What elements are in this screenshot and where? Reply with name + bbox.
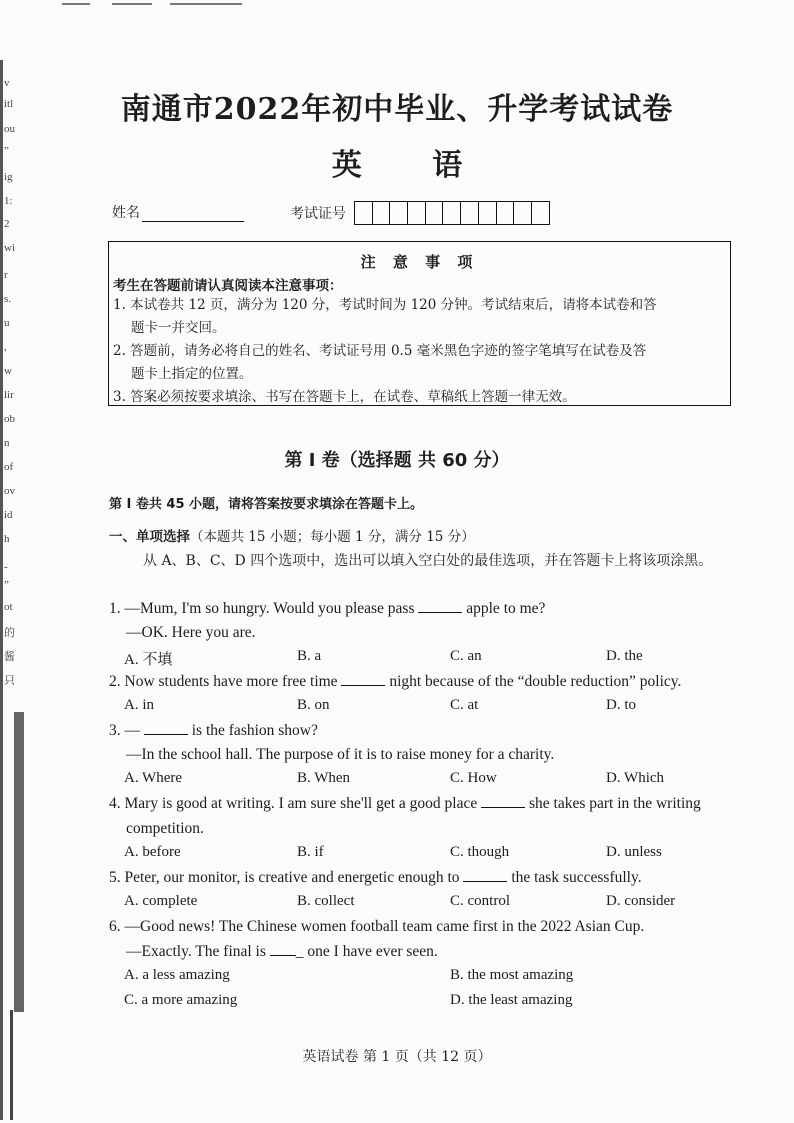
name-blank[interactable] — [142, 207, 244, 222]
answer-blank — [270, 943, 296, 956]
digit-box[interactable] — [532, 202, 549, 224]
option[interactable]: A. in — [124, 697, 154, 713]
question-6-options-row-1 — [124, 967, 744, 987]
option[interactable]: B. collect — [297, 893, 355, 909]
digit-box[interactable] — [497, 202, 515, 224]
question-text: apple to me? — [466, 600, 546, 617]
margin-fragment: - — [4, 561, 8, 573]
option[interactable]: C. How — [450, 770, 497, 786]
option[interactable]: C. a more amazing — [124, 992, 238, 1008]
top-dash — [112, 3, 152, 5]
top-dash — [170, 3, 242, 5]
option[interactable]: D. unless — [606, 844, 662, 860]
question-4-options — [124, 844, 744, 864]
notice-box — [108, 241, 731, 406]
exam-number-field[interactable] — [290, 201, 550, 225]
answer-blank — [418, 600, 462, 613]
margin-fragment: v — [4, 77, 10, 89]
notice-item-text: 3. 答案必须按要求填涂、书写在答题卡上，在试卷、草稿纸上答题一律无效。 — [113, 389, 576, 405]
margin-fragment: of — [4, 461, 14, 473]
margin-fragment: , — [4, 341, 7, 353]
part-detail: （本题共 15 小题；每小题 1 分，满分 15 分） — [190, 529, 475, 545]
question-text: 3. — — [109, 722, 140, 739]
margin-fragment: ov — [4, 485, 15, 497]
digit-box[interactable] — [355, 202, 373, 224]
option[interactable]: B. if — [297, 844, 324, 860]
option[interactable]: B. the most amazing — [450, 967, 574, 983]
question-1-options — [124, 648, 744, 668]
notice-item-continuation: 题卡上指定的位置。 — [131, 366, 253, 382]
question-text: night because of the “double reduction” policy. — [389, 673, 682, 690]
question-text: _ one I have ever seen. — [295, 943, 438, 960]
answer-blank — [341, 673, 385, 686]
option[interactable]: B. on — [297, 697, 330, 713]
digit-box[interactable] — [461, 202, 479, 224]
margin-fragment: itl — [4, 98, 14, 110]
question-text: 1. —Mum, I'm so hungry. Would you please pass — [109, 600, 415, 617]
question-text: 6. —Good news! The Chinese women football team came first in the 2022 Asian Cup. — [109, 918, 645, 935]
option[interactable]: C. control — [450, 893, 510, 909]
margin-fragment: h — [4, 533, 10, 545]
option[interactable]: D. the — [606, 648, 643, 664]
question-text: she takes part in the writing — [529, 795, 701, 812]
margin-fragment: ig — [4, 171, 13, 183]
question-3-reply: —In the school hall. The purpose of it is to raise money for a charity. — [126, 746, 555, 763]
notice-item — [113, 386, 730, 409]
question-3 — [109, 722, 318, 740]
option[interactable]: C. though — [450, 844, 510, 860]
exam-number-label: 考试证号 — [290, 206, 346, 222]
answer-blank — [481, 795, 525, 808]
exam-title: 南通市2022年初中毕业、升学考试试卷 — [120, 92, 674, 127]
option[interactable]: D. to — [606, 697, 636, 713]
part-heading — [109, 525, 475, 545]
margin-smudge — [14, 712, 24, 1012]
margin-fragment: ot — [4, 601, 13, 613]
question-text: the task successfully. — [511, 869, 642, 886]
margin-fragment: id — [4, 509, 13, 521]
margin-fragment: 只 — [4, 675, 15, 687]
margin-fragment: n — [4, 437, 10, 449]
option[interactable]: B. a — [297, 648, 322, 664]
question-6-reply — [126, 943, 438, 961]
margin-fragment: 1: — [4, 195, 13, 207]
margin-fragment: s. — [4, 293, 12, 305]
option[interactable]: D. consider — [606, 893, 676, 909]
option[interactable]: A. complete — [124, 893, 198, 909]
margin-fragment: ob — [4, 413, 15, 425]
margin-fragment: lir — [4, 389, 14, 401]
question-1-reply: —OK. Here you are. — [126, 624, 256, 641]
question-5 — [109, 869, 642, 887]
margin-edge-line — [0, 60, 3, 1120]
margin-fragment: ” — [4, 579, 9, 591]
option[interactable]: D. Which — [606, 770, 665, 786]
digit-box[interactable] — [479, 202, 497, 224]
question-4 — [109, 795, 701, 813]
name-label: 姓名 — [112, 205, 140, 221]
margin-fragment: w — [4, 365, 12, 377]
option[interactable]: A. a less amazing — [124, 967, 230, 983]
name-field[interactable] — [112, 202, 244, 222]
margin-fragment: ou — [4, 123, 15, 135]
notice-item — [113, 340, 730, 386]
question-text: 4. Mary is good at writing. I am sure she'll get a good place — [109, 795, 478, 812]
option[interactable]: A. Where — [124, 770, 183, 786]
question-1 — [109, 600, 545, 618]
question-2-options — [124, 697, 744, 717]
option[interactable]: A. before — [124, 844, 181, 860]
option[interactable]: B. When — [297, 770, 351, 786]
margin-fragment: 酱 — [4, 651, 15, 663]
part-title: 一、单项选择 — [109, 529, 190, 545]
option[interactable]: C. at — [450, 697, 479, 713]
answer-blank — [463, 869, 507, 882]
digit-box[interactable] — [443, 202, 461, 224]
notice-subheading: 考生在答题前请认真阅读本注意事项： — [113, 278, 343, 294]
margin-fragment: 的 — [4, 627, 15, 639]
digit-box[interactable] — [426, 202, 444, 224]
question-2 — [109, 673, 681, 691]
margin-fragment: u — [4, 317, 10, 329]
section-title: 第 I 卷（选择题 共 60 分） — [284, 450, 510, 471]
section-note: 第 I 卷共 45 小题，请将答案按要求填涂在答题卡上。 — [109, 497, 424, 512]
question-3-options — [124, 770, 744, 790]
question-5-options — [124, 893, 744, 913]
question-6 — [109, 918, 644, 936]
exam-number-boxes[interactable] — [354, 201, 550, 225]
notice-item — [113, 294, 730, 340]
margin-fragment: 2 — [4, 218, 10, 230]
page-footer: 英语试卷 第 1 页（共 12 页） — [302, 1049, 492, 1065]
question-6-options-row-2 — [124, 992, 744, 1012]
notice-heading: 注 意 事 项 — [360, 253, 479, 271]
notice-item-continuation: 题卡一并交回。 — [131, 320, 226, 336]
digit-box[interactable] — [390, 202, 408, 224]
margin-fragment: wi — [4, 242, 15, 254]
question-4-continuation: competition. — [126, 820, 204, 837]
option[interactable]: A. 不填 — [124, 652, 173, 668]
margin-fragment: r — [4, 269, 8, 281]
notice-item-text: 1. 本试卷共 12 页，满分为 120 分，考试时间为 120 分钟。考试结束后，请将本试卷和答 — [113, 297, 657, 313]
subject-title: 英 语 — [331, 148, 493, 183]
question-text: 2. Now students have more free time — [109, 673, 338, 690]
question-text: 5. Peter, our monitor, is creative and energetic enough to — [109, 869, 460, 886]
digit-box[interactable] — [408, 202, 426, 224]
instructions: 从 A、B、C、D 四个选项中，选出可以填入空白处的最佳选项，并在答题卡上将该项涂黑。 — [143, 553, 713, 569]
option[interactable]: D. the least amazing — [450, 992, 573, 1008]
answer-blank — [144, 722, 188, 735]
margin-fragment: ” — [4, 145, 9, 157]
notice-item-text: 2. 答题前，请务必将自己的姓名、考试证号用 0.5 毫米黑色字迹的签字笔填写在试卷及答 — [113, 343, 647, 359]
question-text: is the fashion show? — [191, 722, 318, 739]
digit-box[interactable] — [373, 202, 391, 224]
top-dash — [62, 3, 90, 5]
option[interactable]: C. an — [450, 648, 482, 664]
digit-box[interactable] — [514, 202, 532, 224]
question-text: —Exactly. The final is — [126, 943, 266, 960]
